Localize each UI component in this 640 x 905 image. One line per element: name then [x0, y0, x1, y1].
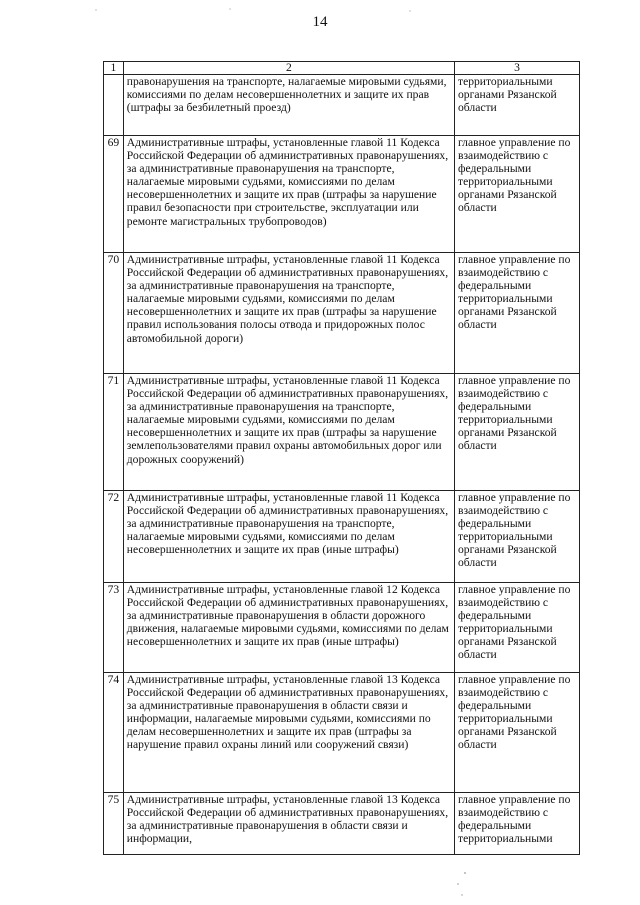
row-description: Административные штрафы, установленные главой 11 Кодекса Российской Федерации об административных правонарушениях, за административные правонарушения на транспорте, налагаемые мировыми судьями, комиссиями по делам несовершеннолетних и защите их прав (штрафы за нарушение землепользователями правил охраны автомобильных дорог или дорожных сооружений) [123, 374, 454, 491]
row-description: Административные штрафы, установленные главой 12 Кодекса Российской Федерации об административных правонарушениях, за административные правонарушения в области дорожного движения, налагаемые мировыми судьями, комиссиями по делам несовершеннолетних и защите их прав (иные штрафы) [123, 583, 454, 673]
row-description: Административные штрафы, установленные главой 11 Кодекса Российской Федерации об административных правонарушениях, за административные правонарушения на транспорте, налагаемые мировыми судьями, комиссиями по делам несовершеннолетних и защите их прав (штрафы за нарушение правил использования полосы отвода и придорожных полос автомобильной дороги) [123, 253, 454, 374]
row-description: Административные штрафы, установленные главой 13 Кодекса Российской Федерации об административных правонарушениях, за административные правонарушения в области связи и информации, налагаемые мировыми судьями, комиссиями по делам несовершеннолетних и защите их прав (штрафы за нарушение правил охраны линий или сооружений связи) [123, 673, 454, 793]
table-row [104, 491, 580, 583]
column-header-1: 1 [104, 62, 124, 75]
table-row [104, 673, 580, 793]
row-number [104, 75, 124, 136]
row-description: правонарушения на транспорте, налагаемые мировыми судьями, комиссиями по делам несовершеннолетних и защите их прав (штрафы за безбилетный проезд) [123, 75, 454, 136]
row-number: 73 [104, 583, 124, 673]
row-description: Административные штрафы, установленные главой 11 Кодекса Российской Федерации об административных правонарушениях, за административные правонарушения на транспорте, налагаемые мировыми судьями, комиссиями по делам несовершеннолетних и защите их прав (иные штрафы) [123, 491, 454, 583]
row-administrator: главное управление по взаимодействию с федеральными территориальными органами Рязанской области [455, 583, 580, 673]
column-header-2: 2 [123, 62, 454, 75]
row-administrator: главное управление по взаимодействию с федеральными территориальными органами Рязанской области [455, 374, 580, 491]
row-description: Административные штрафы, установленные главой 13 Кодекса Российской Федерации об административных правонарушениях, за административные правонарушения в области связи и информации, [123, 793, 454, 855]
row-number: 69 [104, 136, 124, 253]
row-number: 74 [104, 673, 124, 793]
row-number: 72 [104, 491, 124, 583]
row-number: 75 [104, 793, 124, 855]
table-row [104, 136, 580, 253]
page-number: 14 [312, 14, 328, 30]
table-row [104, 583, 580, 673]
table-row [104, 793, 580, 855]
table-header-row [104, 62, 580, 75]
row-administrator: главное управление по взаимодействию с федеральными территориальными органами Рязанской области [455, 491, 580, 583]
revenue-administrators-table [103, 61, 580, 855]
row-administrator: главное управление по взаимодействию с федеральными территориальными органами Рязанской области [455, 253, 580, 374]
row-description: Административные штрафы, установленные главой 11 Кодекса Российской Федерации об административных правонарушениях, за административные правонарушения на транспорте, налагаемые мировыми судьями, комиссиями по делам несовершеннолетних и защите их прав (штрафы за нарушение правил безопасности при строительстве, эксплуатации или ремонте магистральных трубопроводов) [123, 136, 454, 253]
row-administrator: главное управление по взаимодействию с федеральными территориальными [455, 793, 580, 855]
row-administrator: территориальными органами Рязанской области [455, 75, 580, 136]
table-row [104, 253, 580, 374]
row-administrator: главное управление по взаимодействию с федеральными территориальными органами Рязанской области [455, 673, 580, 793]
row-administrator: главное управление по взаимодействию с федеральными территориальными органами Рязанской области [455, 136, 580, 253]
table-row-continued [104, 75, 580, 136]
row-number: 71 [104, 374, 124, 491]
row-number: 70 [104, 253, 124, 374]
column-header-3: 3 [455, 62, 580, 75]
table-row [104, 374, 580, 491]
